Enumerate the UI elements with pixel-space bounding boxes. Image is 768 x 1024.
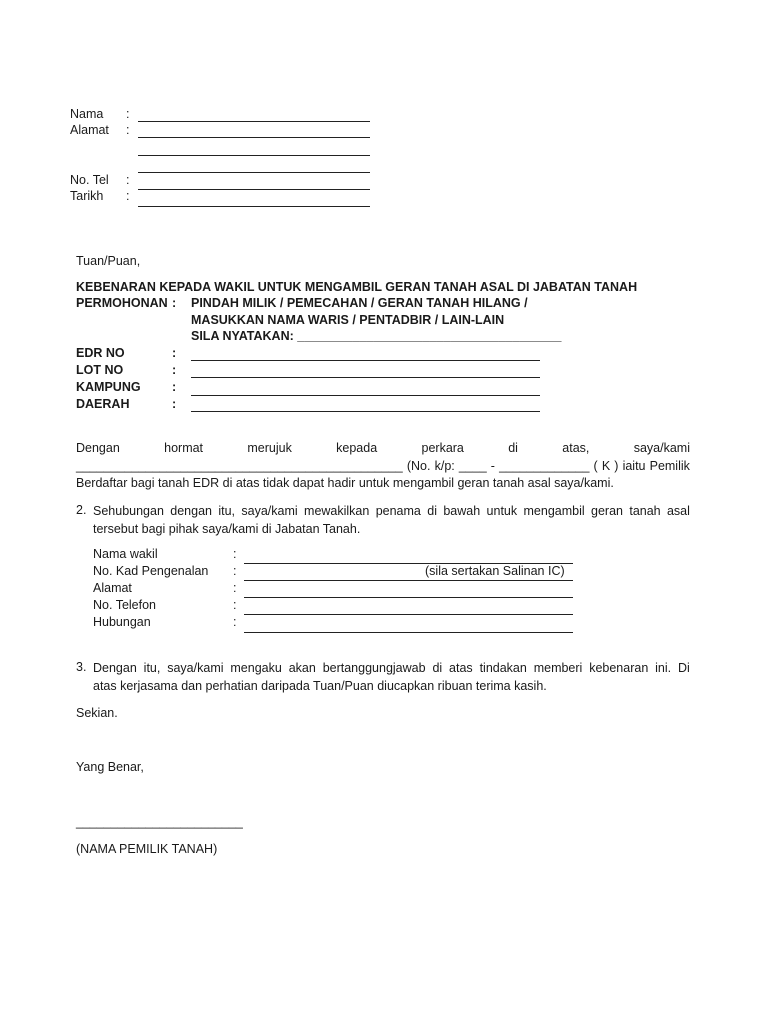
tel-line[interactable] xyxy=(138,189,370,190)
colon: : xyxy=(126,107,130,121)
daerah-label: DAERAH xyxy=(76,397,130,411)
tarikh-label: Tarikh xyxy=(70,189,104,203)
item-2-paragraph xyxy=(93,503,690,538)
edr-line[interactable] xyxy=(191,360,540,361)
colon: : xyxy=(233,598,237,612)
colon: : xyxy=(172,380,177,394)
colon: : xyxy=(172,363,177,377)
daerah-line[interactable] xyxy=(191,411,540,412)
item-2-number: 2. xyxy=(76,503,87,517)
kampung-label: KAMPUNG xyxy=(76,380,141,394)
kad-pengenalan-label: No. Kad Pengenalan xyxy=(93,564,209,578)
salinan-ic-note: (sila sertakan Salinan IC) xyxy=(425,564,565,578)
permohonan-label: PERMOHONAN xyxy=(76,296,168,310)
intro-line-3: Berdaftar bagi tanah EDR di atas tidak dapat hadir untuk mengambil geran tanah asal saya/kami. xyxy=(76,476,614,490)
sila-nyatakan: SILA NYATAKAN: ______________________________________ xyxy=(191,329,562,343)
signature-line[interactable]: ________________________ xyxy=(76,815,243,829)
colon: : xyxy=(126,123,130,137)
lot-line[interactable] xyxy=(191,377,540,378)
permohonan-line-1: PINDAH MILIK / PEMECAHAN / GERAN TANAH HILANG / xyxy=(191,296,528,310)
salutation: Tuan/Puan, xyxy=(76,254,141,268)
telefon-label: No. Telefon xyxy=(93,598,157,612)
nama-label: Nama xyxy=(70,107,104,121)
nama-line[interactable] xyxy=(138,121,370,122)
intro-paragraph xyxy=(76,440,690,493)
colon: : xyxy=(172,346,177,360)
colon: : xyxy=(126,173,130,187)
alamat-wakil-line[interactable] xyxy=(244,597,573,598)
tarikh-line[interactable] xyxy=(138,206,370,207)
subject-title: KEBENARAN KEPADA WAKIL UNTUK MENGAMBIL GERAN TANAH ASAL DI JABATAN TANAH xyxy=(76,280,638,294)
intro-line-1: Dengan hormat merujuk kepada perkara di atas, saya/kami xyxy=(76,441,690,455)
colon: : xyxy=(233,615,237,629)
item-3-paragraph xyxy=(93,660,690,695)
colon: : xyxy=(233,547,237,561)
permohonan-line-2: MASUKKAN NAMA WARIS / PENTADBIR / LAIN-LAIN xyxy=(191,313,505,327)
alamat-line-2[interactable] xyxy=(138,155,370,156)
telefon-line[interactable] xyxy=(244,614,573,615)
alamat-label: Alamat xyxy=(70,123,109,137)
colon: : xyxy=(126,189,130,203)
owner-name-label: (NAMA PEMILIK TANAH) xyxy=(76,842,218,856)
alamat-line-1[interactable] xyxy=(138,137,370,138)
item-3-line-1: Dengan itu, saya/kami mengaku akan bertanggungjawab di atas tindakan memberi kebenaran ini. Di xyxy=(93,661,690,675)
tel-label: No. Tel xyxy=(70,173,109,187)
hubungan-line[interactable] xyxy=(244,632,573,633)
edr-label: EDR NO xyxy=(76,346,125,360)
alamat-line-3[interactable] xyxy=(138,172,370,173)
sekian: Sekian. xyxy=(76,706,118,720)
colon: : xyxy=(233,581,237,595)
colon: : xyxy=(172,296,177,310)
nama-wakil-label: Nama wakil xyxy=(93,547,158,561)
item-3-number: 3. xyxy=(76,660,87,674)
item-2-line-2: tersebut bagi pihak saya/kami di Jabatan Tanah. xyxy=(93,521,361,536)
item-2-line-1: Sehubungan dengan itu, saya/kami mewakilkan penama di bawah untuk mengambil geran tanah asal xyxy=(93,504,690,518)
kampung-line[interactable] xyxy=(191,395,540,396)
kad-pengenalan-line[interactable] xyxy=(244,580,573,581)
colon: : xyxy=(172,397,177,411)
intro-line-2: _______________________________________________ (No. k/p: ____ - _____________ ( K ) iaitu Pemilik xyxy=(76,458,690,473)
hubungan-label: Hubungan xyxy=(93,615,151,629)
item-3-line-2: atas kerjasama dan perhatian daripada Tuan/Puan diucapkan ribuan terima kasih. xyxy=(93,678,547,693)
colon: : xyxy=(233,564,237,578)
alamat-wakil-label: Alamat xyxy=(93,581,132,595)
lot-label: LOT NO xyxy=(76,363,124,377)
yang-benar: Yang Benar, xyxy=(76,760,144,774)
